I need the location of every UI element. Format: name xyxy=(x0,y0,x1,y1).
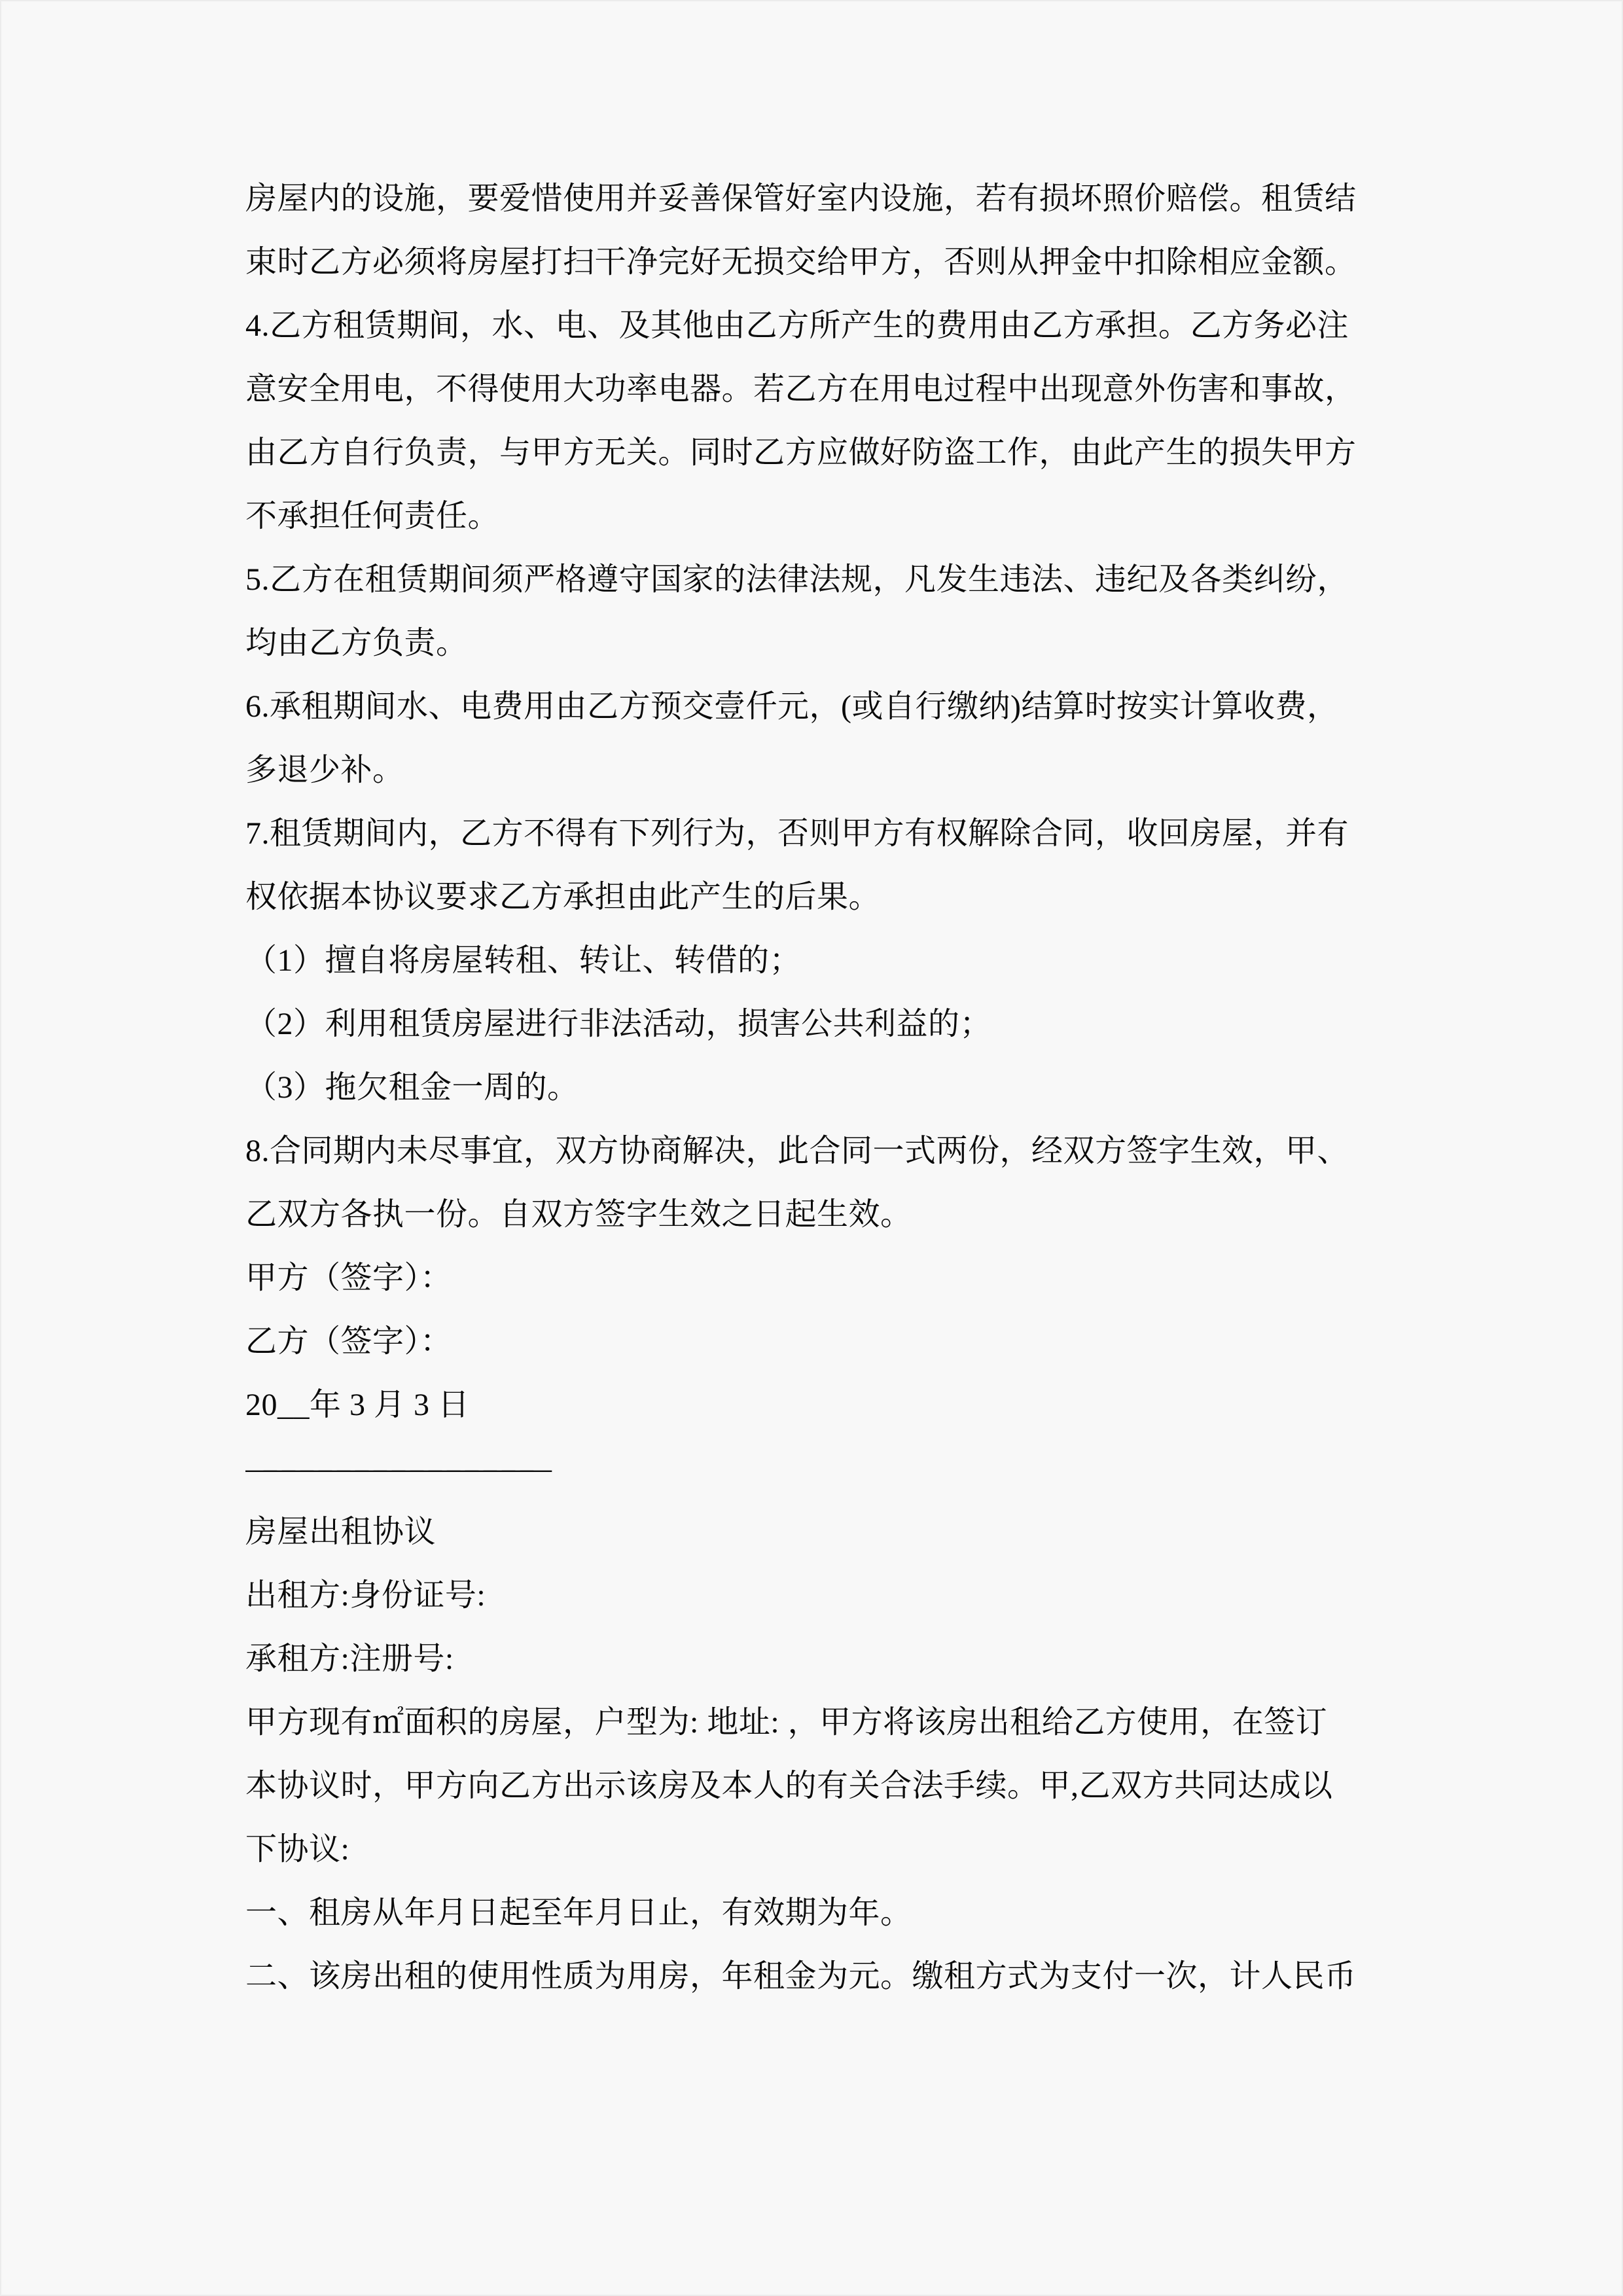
text-line: （2）利用租赁房屋进行非法活动，损害公共利益的； xyxy=(245,1007,992,1041)
text-line: 7.租赁期间内，乙方不得有下列行为，否则甲方有权解除合同，收回房屋，并有 xyxy=(245,816,1349,851)
text-line: 不承担任何责任。 xyxy=(245,499,500,533)
text-line: 承租方:注册号: xyxy=(245,1641,454,1676)
text-line: 下协议: xyxy=(245,1832,350,1867)
text-line: 由乙方自行负责，与甲方无关。同时乙方应做好防盗工作，由此产生的损失甲方 xyxy=(245,435,1357,470)
text-line: 甲方现有㎡面积的房屋，户型为: 地址: ，甲方将该房出租给乙方使用，在签订 xyxy=(245,1705,1328,1740)
text-line: 房屋内的设施，要爱惜使用并妥善保管好室内设施，若有损坏照价赔偿。租赁结 xyxy=(245,181,1357,216)
document-text-block xyxy=(245,167,1387,2008)
text-line: 乙双方各执一份。自双方签字生效之日起生效。 xyxy=(245,1197,912,1232)
text-line: 5.乙方在租赁期间须严格遵守国家的法律法规，凡发生违法、违纪及各类纠纷， xyxy=(245,562,1349,597)
text-line: 二、该房出租的使用性质为用房，年租金为元。缴租方式为支付一次，计人民币 xyxy=(245,1959,1357,1994)
text-line: 8.合同期内未尽事宜，双方协商解决，此合同一式两份，经双方签字生效，甲、 xyxy=(245,1134,1349,1168)
text-line: 一、租房从年月日起至年月日止，有效期为年。 xyxy=(245,1895,912,1930)
text-line: 甲方（签字）： xyxy=(245,1261,452,1295)
text-line: 权依据本协议要求乙方承担由此产生的后果。 xyxy=(245,880,881,914)
text-line: 均由乙方负责。 xyxy=(245,626,468,660)
text-line: 意安全用电，不得使用大功率电器。若乙方在用电过程中出现意外伤害和事故， xyxy=(245,372,1357,406)
text-line: 20__年 3 月 3 日 xyxy=(245,1388,470,1422)
text-line: （3）拖欠租金一周的。 xyxy=(245,1070,579,1105)
text-line: 出租方:身份证号: xyxy=(245,1578,486,1613)
divider-line: ———————————————— xyxy=(245,1451,539,1486)
text-line: 束时乙方必须将房屋打扫干净完好无损交给甲方，否则从押金中扣除相应金额。 xyxy=(245,245,1357,279)
text-line: （1）擅自将房屋转租、转让、转借的； xyxy=(245,943,802,978)
text-line: 多退少补。 xyxy=(245,753,404,787)
text-line: 本协议时，甲方向乙方出示该房及本人的有关合法手续。甲,乙双方共同达成以 xyxy=(245,1768,1333,1803)
text-line: 房屋出租协议 xyxy=(245,1515,437,1549)
text-line: 6.承租期间水、电费用由乙方预交壹仟元，(或自行缴纳)结算时按实计算收费， xyxy=(245,689,1339,724)
text-line: 4.乙方租赁期间，水、电、及其他由乙方所产生的费用由乙方承担。乙方务必注 xyxy=(245,308,1349,343)
text-line: 乙方（签字）： xyxy=(245,1324,452,1359)
